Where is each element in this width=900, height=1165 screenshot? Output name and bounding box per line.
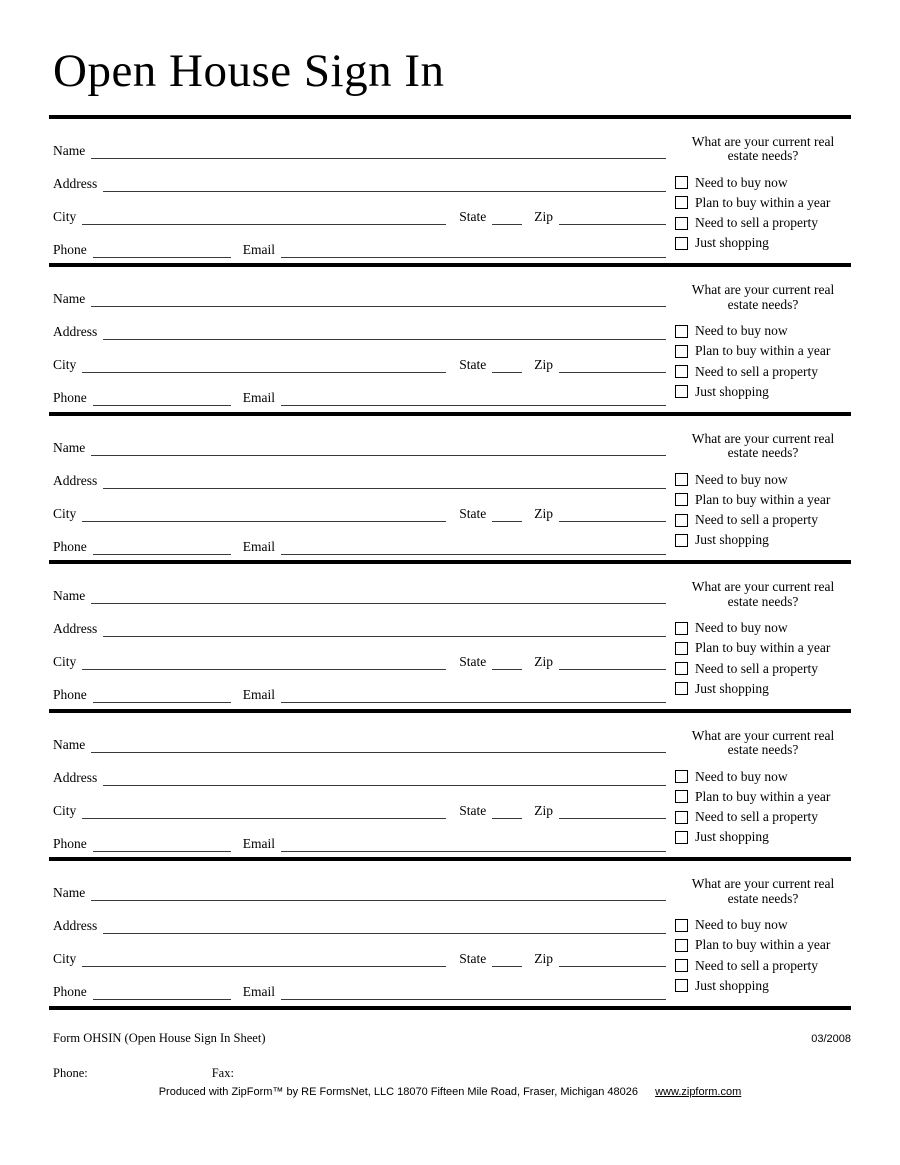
checkbox-row-plan-to-buy: [675, 490, 851, 510]
address-label: Address: [53, 324, 98, 340]
name-row: [49, 720, 666, 753]
email-input-line[interactable]: [281, 552, 666, 555]
city-state-zip-row: [49, 786, 666, 819]
email-input-line[interactable]: [281, 403, 666, 406]
needs-panel: [675, 416, 851, 561]
footer-contact-row: [49, 1066, 851, 1081]
checkbox-need-to-buy-now[interactable]: [675, 473, 688, 486]
state-label: State: [459, 654, 487, 670]
checkbox-row-need-to-buy-now: [675, 915, 851, 935]
name-label: Name: [53, 142, 86, 158]
state-label: State: [459, 505, 487, 521]
phone-label: Phone: [53, 984, 87, 1000]
signin-fields: [49, 416, 666, 561]
produced-text: Produced with ZipForm™ by RE FormsNet, LLC 18070 Fifteen Mile Road, Fraser, Michigan 48026: [158, 1085, 639, 1098]
checkbox-plan-to-buy[interactable]: [675, 345, 688, 358]
phone-email-row: [49, 522, 666, 555]
email-label: Email: [242, 241, 275, 257]
checkbox-row-need-to-sell: [675, 213, 851, 233]
email-label: Email: [242, 538, 275, 554]
footer-fax-label: Fax:: [211, 1065, 234, 1080]
checkbox-row-need-to-sell: [675, 362, 851, 382]
checkbox-plan-to-buy[interactable]: [675, 790, 688, 803]
checkbox-label: Need to buy now: [695, 323, 788, 339]
checkbox-label: Need to buy now: [695, 471, 788, 487]
signin-fields: [49, 861, 666, 1006]
name-row: [49, 274, 666, 307]
checkbox-plan-to-buy[interactable]: [675, 493, 688, 506]
checkbox-label: Need to sell a property: [695, 957, 818, 973]
checkbox-row-just-shopping: [675, 382, 851, 402]
page-title: Open House Sign In: [53, 45, 445, 97]
email-label: Email: [242, 687, 275, 703]
checkbox-just-shopping[interactable]: [675, 534, 688, 547]
checkbox-row-just-shopping: [675, 976, 851, 996]
checkbox-label: Plan to buy within a year: [695, 788, 831, 804]
name-row: [49, 126, 666, 159]
name-label: Name: [53, 439, 86, 455]
checkbox-row-just-shopping: [675, 827, 851, 847]
zip-label: Zip: [534, 802, 553, 818]
zip-label: Zip: [534, 505, 553, 521]
phone-input-line[interactable]: [93, 997, 231, 1000]
address-row: [49, 753, 666, 786]
state-label: State: [459, 802, 487, 818]
email-input-line[interactable]: [281, 255, 666, 258]
checkbox-just-shopping[interactable]: [675, 831, 688, 844]
phone-email-row: [49, 819, 666, 852]
checkbox-need-to-sell[interactable]: [675, 365, 688, 378]
checkbox-row-plan-to-buy: [675, 935, 851, 955]
city-state-zip-row: [49, 934, 666, 967]
needs-heading: What are your current real estate needs?: [691, 430, 835, 461]
needs-heading: What are your current real estate needs?: [691, 133, 835, 164]
checkbox-just-shopping[interactable]: [675, 385, 688, 398]
phone-label: Phone: [53, 538, 87, 554]
signin-fields: [49, 713, 666, 858]
address-row: [49, 901, 666, 934]
sections: [49, 119, 851, 1010]
checkbox-label: Just shopping: [695, 532, 769, 548]
phone-input-line[interactable]: [93, 849, 231, 852]
address-label: Address: [53, 472, 98, 488]
produced-line: [49, 1086, 851, 1098]
checkbox-need-to-buy-now[interactable]: [675, 919, 688, 932]
signin-fields: [49, 564, 666, 709]
name-row: [49, 423, 666, 456]
phone-input-line[interactable]: [93, 700, 231, 703]
phone-label: Phone: [53, 835, 87, 851]
city-label: City: [53, 951, 77, 967]
phone-email-row: [49, 967, 666, 1000]
email-label: Email: [242, 835, 275, 851]
zip-label: Zip: [534, 951, 553, 967]
form-id-text: Form OHSIN (Open House Sign In Sheet): [53, 1030, 266, 1045]
signin-section: [49, 267, 851, 416]
checkbox-label: Just shopping: [695, 383, 769, 399]
checkbox-row-need-to-buy-now: [675, 173, 851, 193]
email-input-line[interactable]: [281, 700, 666, 703]
needs-panel: [675, 861, 851, 1006]
checkbox-plan-to-buy[interactable]: [675, 642, 688, 655]
needs-heading: What are your current real estate needs?: [691, 876, 835, 906]
address-row: [49, 456, 666, 489]
checkbox-label: Just shopping: [695, 829, 769, 845]
checkbox-label: Need to sell a property: [695, 660, 818, 676]
checkbox-need-to-buy-now[interactable]: [675, 176, 688, 189]
needs-panel: [675, 713, 851, 858]
name-label: Name: [53, 736, 86, 752]
checkbox-label: Need to sell a property: [695, 809, 818, 825]
state-label: State: [459, 357, 487, 373]
state-label: State: [459, 951, 487, 967]
phone-email-row: [49, 670, 666, 703]
phone-email-row: [49, 373, 666, 406]
checkbox-label: Plan to buy within a year: [695, 640, 831, 656]
checkbox-just-shopping[interactable]: [675, 979, 688, 992]
checkbox-row-need-to-buy-now: [675, 767, 851, 787]
revision-date: 03/2008: [811, 1032, 851, 1045]
state-label: State: [459, 208, 487, 224]
checkbox-row-just-shopping: [675, 233, 851, 253]
checkbox-row-need-to-buy-now: [675, 618, 851, 638]
name-label: Name: [53, 291, 86, 307]
signin-section: [49, 564, 851, 713]
name-row: [49, 868, 666, 901]
needs-panel: [675, 267, 851, 412]
checkbox-row-just-shopping: [675, 530, 851, 550]
needs-heading: What are your current real estate needs?: [691, 727, 835, 758]
checkbox-label: Plan to buy within a year: [695, 937, 831, 953]
checkbox-row-need-to-buy-now: [675, 321, 851, 341]
zipform-link[interactable]: www.zipform.com: [655, 1085, 742, 1098]
checkbox-row-need-to-sell: [675, 510, 851, 530]
address-row: [49, 159, 666, 192]
phone-email-row: [49, 225, 666, 258]
zip-label: Zip: [534, 208, 553, 224]
signin-section: [49, 861, 851, 1010]
signin-section: [49, 713, 851, 862]
checkbox-label: Plan to buy within a year: [695, 194, 831, 210]
signin-fields: [49, 119, 666, 264]
checkbox-need-to-sell[interactable]: [675, 514, 688, 527]
email-input-line[interactable]: [281, 997, 666, 1000]
city-state-zip-row: [49, 489, 666, 522]
checkbox-label: Need to sell a property: [695, 215, 818, 231]
checkbox-row-plan-to-buy: [675, 193, 851, 213]
checkbox-row-need-to-buy-now: [675, 470, 851, 490]
address-row: [49, 604, 666, 637]
checkbox-label: Need to buy now: [695, 768, 788, 784]
checkbox-just-shopping[interactable]: [675, 682, 688, 695]
checkbox-need-to-buy-now[interactable]: [675, 770, 688, 783]
address-label: Address: [53, 621, 98, 637]
city-state-zip-row: [49, 340, 666, 373]
phone-label: Phone: [53, 241, 87, 257]
checkbox-need-to-sell[interactable]: [675, 959, 688, 972]
checkbox-need-to-sell[interactable]: [675, 811, 688, 824]
phone-input-line[interactable]: [93, 255, 231, 258]
checkbox-label: Just shopping: [695, 977, 769, 993]
checkbox-need-to-buy-now[interactable]: [675, 325, 688, 338]
email-input-line[interactable]: [281, 849, 666, 852]
checkbox-label: Need to buy now: [695, 174, 788, 190]
footer: [49, 1031, 851, 1098]
checkbox-row-just-shopping: [675, 679, 851, 699]
checkbox-row-need-to-sell: [675, 956, 851, 976]
city-label: City: [53, 357, 77, 373]
checkbox-label: Just shopping: [695, 680, 769, 696]
checkbox-row-plan-to-buy: [675, 787, 851, 807]
phone-label: Phone: [53, 390, 87, 406]
checkbox-label: Just shopping: [695, 235, 769, 251]
signin-fields: [49, 267, 666, 412]
city-label: City: [53, 802, 77, 818]
needs-panel: [675, 564, 851, 709]
city-state-zip-row: [49, 192, 666, 225]
zip-label: Zip: [534, 357, 553, 373]
checkbox-need-to-sell[interactable]: [675, 217, 688, 230]
checkbox-label: Need to sell a property: [695, 363, 818, 379]
email-label: Email: [242, 390, 275, 406]
zip-label: Zip: [534, 654, 553, 670]
signin-section: [49, 119, 851, 268]
footer-form-row: [49, 1031, 851, 1046]
signin-section: [49, 416, 851, 565]
checkbox-row-plan-to-buy: [675, 341, 851, 361]
name-label: Name: [53, 588, 86, 604]
checkbox-plan-to-buy[interactable]: [675, 196, 688, 209]
city-state-zip-row: [49, 637, 666, 670]
checkbox-label: Need to sell a property: [695, 512, 818, 528]
name-row: [49, 571, 666, 604]
address-label: Address: [53, 769, 98, 785]
checkbox-just-shopping[interactable]: [675, 237, 688, 250]
checkbox-need-to-sell[interactable]: [675, 662, 688, 675]
needs-heading: What are your current real estate needs?: [691, 579, 835, 609]
phone-label: Phone: [53, 687, 87, 703]
email-label: Email: [242, 984, 275, 1000]
phone-input-line[interactable]: [93, 403, 231, 406]
checkbox-row-plan-to-buy: [675, 638, 851, 658]
checkbox-label: Plan to buy within a year: [695, 343, 831, 359]
checkbox-row-need-to-sell: [675, 659, 851, 679]
checkbox-label: Need to buy now: [695, 620, 788, 636]
needs-panel: [675, 119, 851, 264]
city-label: City: [53, 654, 77, 670]
checkbox-label: Plan to buy within a year: [695, 491, 831, 507]
address-label: Address: [53, 175, 98, 191]
phone-input-line[interactable]: [93, 552, 231, 555]
address-label: Address: [53, 918, 98, 934]
checkbox-label: Need to buy now: [695, 917, 788, 933]
checkbox-row-need-to-sell: [675, 807, 851, 827]
city-label: City: [53, 505, 77, 521]
address-row: [49, 307, 666, 340]
footer-phone-label: Phone:: [53, 1065, 88, 1080]
needs-heading: What are your current real estate needs?: [691, 282, 835, 312]
city-label: City: [53, 208, 77, 224]
checkbox-need-to-buy-now[interactable]: [675, 622, 688, 635]
checkbox-plan-to-buy[interactable]: [675, 939, 688, 952]
name-label: Name: [53, 885, 86, 901]
